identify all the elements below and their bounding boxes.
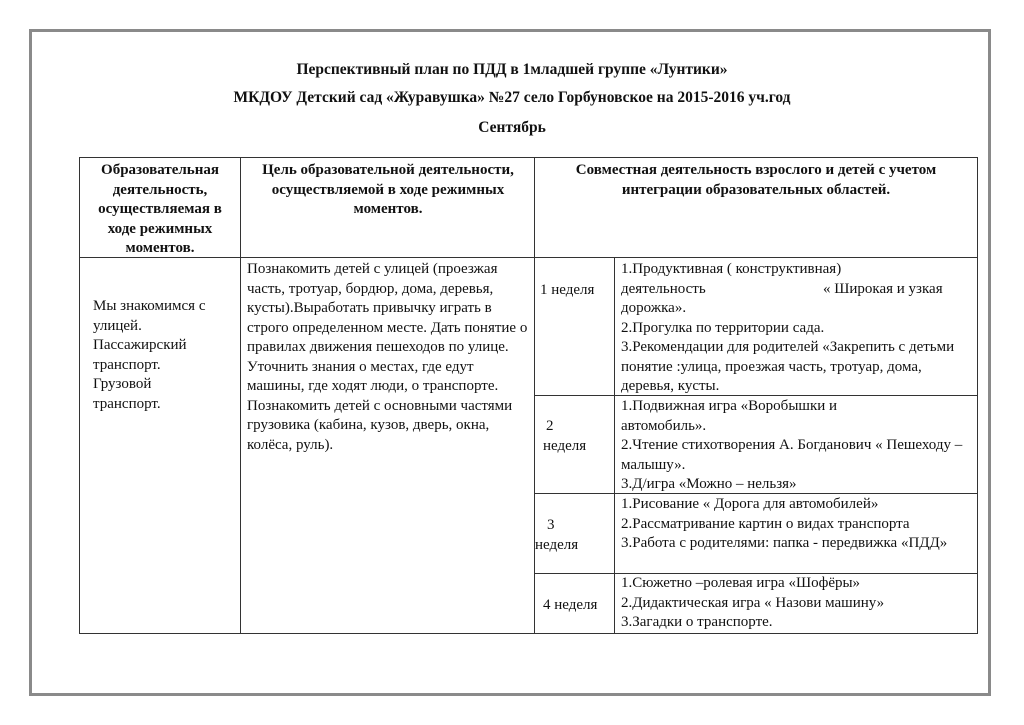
header-goal: Цель образовательной деятельности, осуществляемой в ходе режимных моментов. [262,162,514,217]
week-3-activities [621,495,973,554]
week-label: 4 неделя [543,597,598,613]
kindergarten-title: МКДОУ Детский сад «Журавушка» №27 село Горбуновское на 2015-2016 уч.год [233,89,791,106]
col-divider-1 [240,157,241,634]
week-4-activities [621,574,973,633]
activity-item: 3.Работа с родителями: папка - передвижка «ПДД» [621,535,948,551]
week-label-number: 3 [547,517,555,533]
table-border-top [79,157,977,158]
activity-item: 3.Рекомендации для родителей «Закрепить с детьми понятие :улица, проезжая часть, тротуар, дома, деревья, кусты. [621,339,955,394]
week-2-activities [621,397,973,495]
month-title: Сентябрь [478,119,546,136]
activity-item: 2.Рассматривание картин о видах транспорта [621,515,910,532]
topic-line: транспорт. [93,395,161,412]
topic-line: Пассажирский [93,337,187,353]
topic-line: Мы знакомимся с [93,298,206,314]
activity-item: 3.Загадки о транспорте. [621,614,773,630]
activity-item: 2.Прогулка по территории сада. [621,319,825,336]
table-border-left [79,157,80,634]
topic-text [93,297,239,414]
activity-item: 2.Чтение стихотворения А. Богданович « Пешеходу – малышу». [621,437,963,473]
activity-item-continued: дорожка». [621,300,687,316]
activity-item: 1.Рисование « Дорога для автомобилей» [621,496,879,512]
activity-item: 1.Подвижная игра «Воробышки и автомобиль». [621,398,838,434]
activity-item: 2.Дидактическая игра « Назови машину» [621,594,885,611]
header-activity: Образовательная деятельность, осуществляемая в ходе режимных моментов. [98,162,222,256]
table-border-right [977,157,978,634]
topic-line: улицей. [93,317,142,334]
week-label-number: 2 [546,418,554,434]
week-label-word: неделя [535,537,579,553]
activity-item: 3.Д/игра «Можно – нельзя» [621,476,797,492]
topic-line: Грузовой [93,376,152,392]
week-label-word: неделя [543,438,587,454]
table-border-bottom [79,633,977,634]
week-col-divider [614,257,615,634]
plan-title: Перспективный план по ПДД в 1младшей группе «Лунтики» [296,61,728,78]
week-1-activities [621,260,973,397]
activity-item: 1.Продуктивная ( конструктивная) деятельность [621,261,842,297]
topic-line: транспорт. [93,356,161,373]
goal-text: Познакомить детей с улицей (проезжая часть, тротуар, бордюр, дома, деревья, кусты).Выработать привычку играть в строго определенном месте. Дать понятие о правилах движения пешеходов по улице. Уточнить знания о местах, где едут машины, где ходят люди, о транспорте. Познакомить детей с основными частями грузовика (кабина, кузов, дверь, окна, колёса, руль). [247,261,528,453]
activity-item-continued: « Широкая и узкая [823,280,943,297]
activity-item: 1.Сюжетно –ролевая игра «Шофёры» [621,575,861,591]
header-joint-activity: Совместная деятельность взрослого и детей с учетом интеграции образовательных областей. [575,162,937,198]
week-label: 1 неделя [540,282,595,298]
